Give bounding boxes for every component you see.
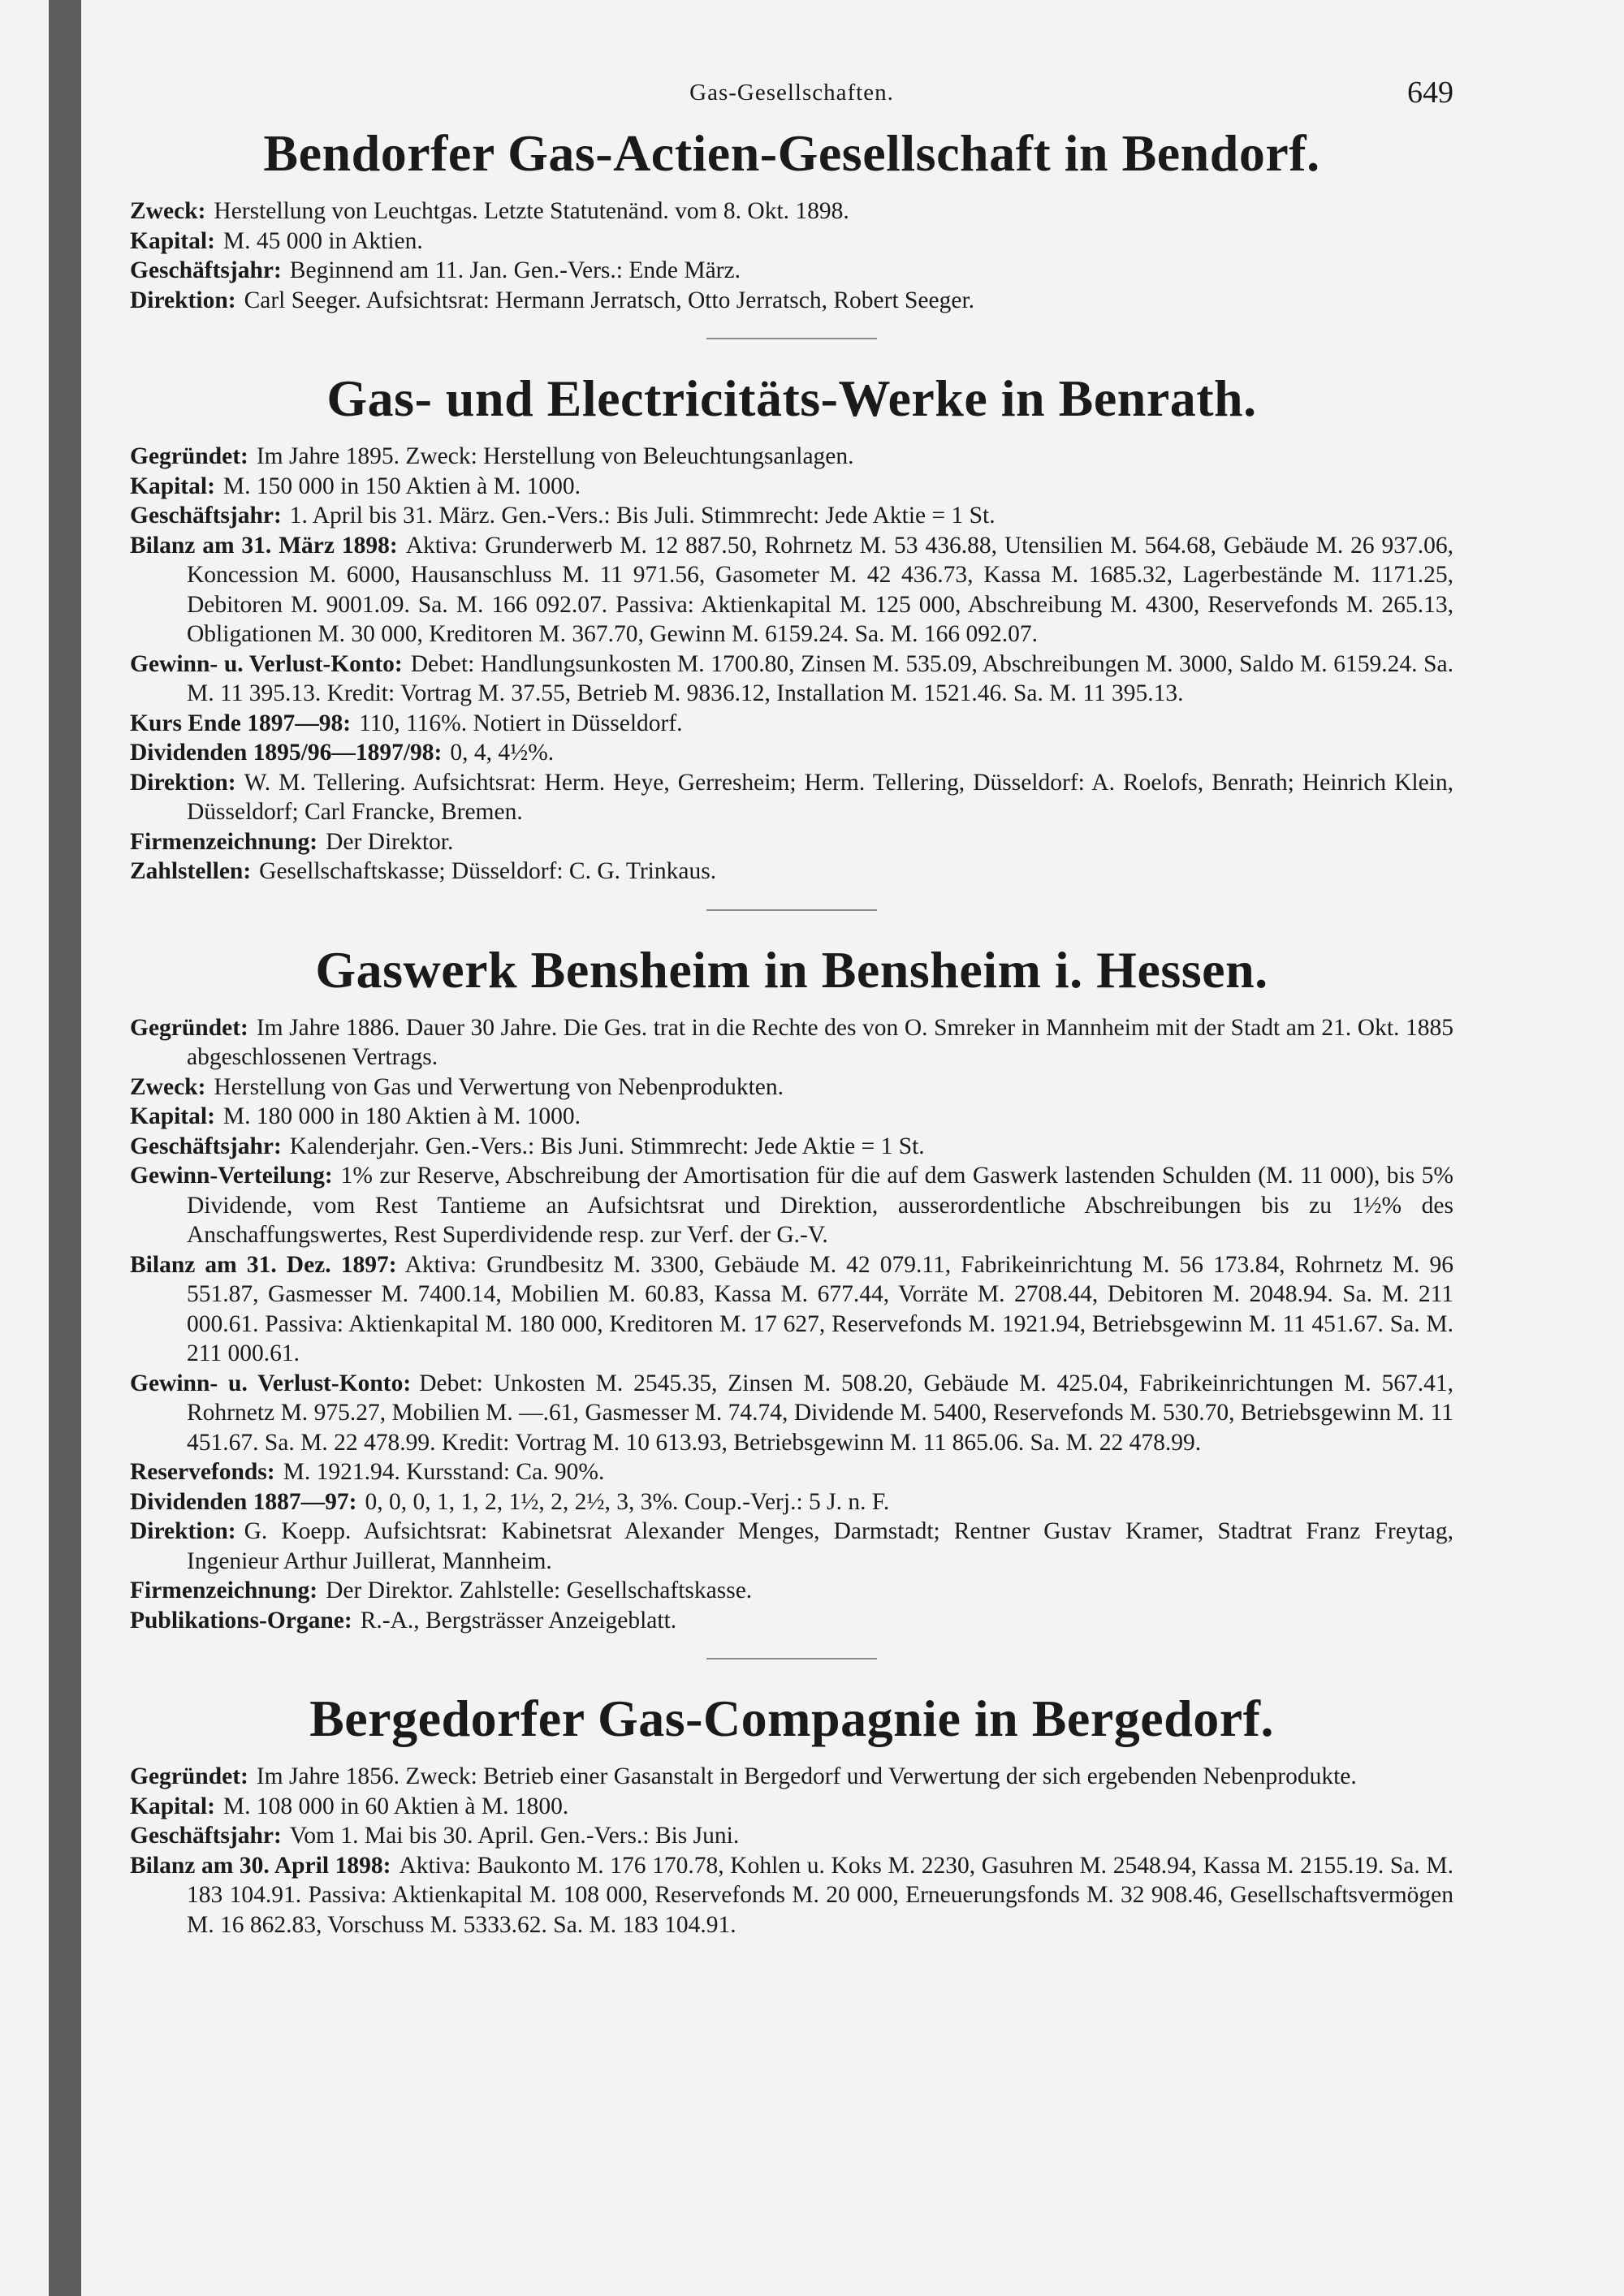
entry-text: Vom 1. Mai bis 30. April. Gen.-Vers.: Bis Juni. xyxy=(289,1823,740,1849)
entry-line xyxy=(130,1457,1453,1487)
entry-text: Der Direktor. xyxy=(326,828,454,855)
entry-label: Kapital: xyxy=(130,227,215,254)
entry-text: Kalenderjahr. Gen.-Vers.: Bis Juni. Stimmrecht: Jede Aktie = 1 St. xyxy=(289,1133,925,1159)
entry-line xyxy=(130,1821,1453,1851)
entry-label: Kapital: xyxy=(130,1103,215,1129)
entry-label: Kapital: xyxy=(130,473,215,499)
entry-label: Geschäftsjahr: xyxy=(130,503,282,529)
company-title: Gas- und Electricitäts-Werke in Benrath. xyxy=(326,369,1257,427)
entry-label: Geschäftsjahr: xyxy=(130,257,282,283)
entry-label: Bilanz am 31. Dez. 1897: xyxy=(130,1251,397,1278)
entry-text: Im Jahre 1895. Zweck: Herstellung von Beleuchtungsanlagen. xyxy=(256,443,854,469)
entry-label: Gegründet: xyxy=(130,1763,248,1789)
entry-label: Direktion: xyxy=(130,1518,236,1544)
entry-text: Herstellung von Leuchtgas. Letzte Statutenänd. vom 8. Okt. 1898. xyxy=(214,198,849,224)
entry-text: Herstellung von Gas und Verwertung von Nebenprodukten. xyxy=(214,1073,784,1100)
page-number: 649 xyxy=(1407,76,1453,110)
entry-text: R.-A., Bergsträsser Anzeigeblatt. xyxy=(360,1607,677,1634)
entry-text: Im Jahre 1856. Zweck: Betrieb einer Gasanstalt in Bergedorf und Verwertung der sich ergebenden Nebenprodukte. xyxy=(256,1763,1357,1789)
company-title: Bendorfer Gas-Actien-Gesellschaft in Bendorf. xyxy=(263,124,1320,182)
entry-label: Kapital: xyxy=(130,1793,215,1819)
entry-label: Publikations-Organe: xyxy=(130,1607,352,1634)
entry-text: 1% zur Reserve, Abschreibung der Amortisation für die auf dem Gaswerk lastenden Schulden (M. 11 000), bis 5% Dividende, vom Rest Tantieme an Aufsichtsrat und Direktion, ausserordentliche Abschreibungen bis zu 1½% des Anschaffungswertes, Rest Superdividende resp. zur Verf. der G.-V. xyxy=(187,1163,1453,1248)
entry-line xyxy=(130,196,1453,227)
entry-label: Zweck: xyxy=(130,1073,206,1100)
entry-line xyxy=(130,857,1453,887)
entry-line xyxy=(130,472,1453,502)
entry-text: M. 1921.94. Kursstand: Ca. 90%. xyxy=(283,1459,605,1485)
entry-label: Bilanz am 30. April 1898: xyxy=(130,1852,391,1879)
entry-label: Gewinn-Verteilung: xyxy=(130,1163,333,1189)
entry-text: 110, 116%. Notiert in Düsseldorf. xyxy=(359,710,683,736)
company-entry-benrath xyxy=(130,367,1453,887)
page-margin xyxy=(0,0,50,2296)
company-title: Bergedorfer Gas-Compagnie in Bergedorf. xyxy=(309,1690,1274,1747)
entry-text: Beginnend am 11. Jan. Gen.-Vers.: Ende März. xyxy=(289,257,741,283)
entry-text: Debet: Handlungsunkosten M. 1700.80, Zinsen M. 535.09, Abschreibungen M. 3000, Saldo M. 6159.24. Sa. M. 11 395.13. Kredit: Vortrag M. 37.55, Betrieb M. 9836.12, Installation M. 1521.46. Sa. M. 11 395.13. xyxy=(187,650,1453,706)
entry-line xyxy=(130,738,1453,768)
section-divider xyxy=(706,1658,877,1659)
entry-text: Aktiva: Grundbesitz M. 3300, Gebäude M. 42 079.11, Fabrikeinrichtung M. 56 173.84, Rohrnetz M. 96 551.87, Gasmesser M. 7400.14, Mobilien M. 60.83, Kassa M. 677.44, Vorräte M. 2708.44, Debitoren M. 2048.94. Sa. M. 211 000.61. Passiva: Aktienkapital M. 180 000, Kreditoren M. 17 627, Reservefonds M. 1921.94, Betriebsgewinn M. 11 451.67. Sa. M. 211 000.61. xyxy=(187,1251,1453,1366)
entry-line xyxy=(130,442,1453,472)
entry-text: Carl Seeger. Aufsichtsrat: Hermann Jerratsch, Otto Jerratsch, Robert Seeger. xyxy=(244,287,975,313)
entry-label: Gewinn- u. Verlust-Konto: xyxy=(130,650,403,677)
entry-line xyxy=(130,1576,1453,1606)
entry-line xyxy=(130,1487,1453,1517)
entry-text: Aktiva: Grunderwerb M. 12 887.50, Rohrnetz M. 53 436.88, Utensilien M. 564.68, Gebäude M. 26 937.06, Koncession M. 6000, Hausanschluss M. 11 971.56, Gasometer M. 42 436.73, Kassa M. 1685.32, Lagerbestände M. 1171.25, Debitoren M. 9001.09. Sa. M. 166 092.07. Passiva: Aktienkapital M. 125 000, Abschreibung M. 4300, Reservefonds M. 265.13, Obligationen M. 30 000, Kreditoren M. 367.70, Gewinn M. 6159.24. Sa. M. 166 092.07. xyxy=(187,532,1453,647)
entry-label: Bilanz am 31. März 1898: xyxy=(130,532,398,559)
entry-line xyxy=(130,286,1453,316)
company-title: Gaswerk Bensheim in Bensheim i. Hessen. xyxy=(315,940,1268,999)
entry-text: G. Koepp. Aufsichtsrat: Kabinetsrat Alexander Menges, Darmstadt; Rentner Gustav Kramer, Stadtrat Franz Freytag, Ingenieur Arthur Juillerat, Mannheim. xyxy=(187,1518,1453,1574)
entry-line xyxy=(130,531,1453,650)
entry-label: Firmenzeichnung: xyxy=(130,828,318,855)
entry-label: Zahlstellen: xyxy=(130,858,252,884)
entry-label: Geschäftsjahr: xyxy=(130,1823,282,1849)
entry-line xyxy=(130,768,1453,827)
entry-label: Reservefonds: xyxy=(130,1459,275,1485)
entry-text: M. 45 000 in Aktien. xyxy=(222,227,423,254)
entry-text: Debet: Unkosten M. 2545.35, Zinsen M. 508.20, Gebäude M. 425.04, Fabrikeinrichtungen M. 567.41, Rohrnetz M. 975.27, Mobilien M. —.61, Gasmesser M. 74.74, Dividende M. 5400, Reservefonds M. 530.70, Betriebsgewinn M. 11 451.67. Sa. M. 22 478.99. Kredit: Vortrag M. 10 613.93, Betriebsgewinn M. 11 865.06. Sa. M. 22 478.99. xyxy=(187,1370,1453,1456)
running-title: Gas-Gesellschaften. xyxy=(689,80,894,106)
entry-label: Zweck: xyxy=(130,198,206,224)
entry-text: W. M. Tellering. Aufsichtsrat: Herm. Heye, Gerresheim; Herm. Tellering, Düsseldorf: A. Roelofs, Benrath; Heinrich Klein, Düsseldorf; Carl Francke, Bremen. xyxy=(187,769,1453,825)
entry-line xyxy=(130,1132,1453,1162)
entry-label: Firmenzeichnung: xyxy=(130,1577,318,1603)
entry-line xyxy=(130,501,1453,531)
entry-line xyxy=(130,1161,1453,1250)
entry-label: Direktion: xyxy=(130,287,236,313)
entry-line xyxy=(130,256,1453,286)
entry-label: Gegründet: xyxy=(130,443,248,469)
entry-label: Direktion: xyxy=(130,769,236,796)
document-page xyxy=(130,73,1453,1954)
entry-label: Gewinn- u. Verlust-Konto: xyxy=(130,1370,412,1396)
entry-line xyxy=(130,1517,1453,1576)
entry-text: M. 108 000 in 60 Aktien à M. 1800. xyxy=(222,1793,569,1819)
running-head xyxy=(130,73,1453,122)
entry-label: Geschäftsjahr: xyxy=(130,1133,282,1159)
entry-text: 0, 4, 4½%. xyxy=(450,740,555,766)
entry-line xyxy=(130,1072,1453,1103)
entry-line xyxy=(130,650,1453,709)
entry-line xyxy=(130,827,1453,857)
entry-text: Im Jahre 1886. Dauer 30 Jahre. Die Ges. trat in die Rechte des von O. Smreker in Mannheim mit der Stadt am 21. Okt. 1885 abgeschlossenen Vertrags. xyxy=(187,1014,1453,1070)
entry-line xyxy=(130,1792,1453,1822)
section-divider xyxy=(706,338,877,339)
entry-line xyxy=(130,1762,1453,1792)
entry-label: Kurs Ende 1897—98: xyxy=(130,710,352,736)
entry-line xyxy=(130,1606,1453,1636)
entry-line xyxy=(130,1851,1453,1940)
entry-label: Dividenden 1895/96—1897/98: xyxy=(130,740,443,766)
entry-label: Dividenden 1887—97: xyxy=(130,1488,357,1515)
entry-text: 0, 0, 0, 1, 1, 2, 1½, 2, 2½, 3, 3%. Coup.-Verj.: 5 J. n. F. xyxy=(365,1488,890,1515)
entry-line xyxy=(130,227,1453,257)
entry-line xyxy=(130,709,1453,739)
company-entry-bergedorf xyxy=(130,1687,1453,1940)
company-entry-bensheim xyxy=(130,939,1453,1636)
section-divider xyxy=(706,909,877,911)
entry-label: Gegründet: xyxy=(130,1014,248,1041)
entry-text: 1. April bis 31. März. Gen.-Vers.: Bis Juli. Stimmrecht: Jede Aktie = 1 St. xyxy=(289,503,996,529)
entry-line xyxy=(130,1369,1453,1458)
entry-line xyxy=(130,1102,1453,1132)
entry-text: Gesellschaftskasse; Düsseldorf: C. G. Trinkaus. xyxy=(259,858,717,884)
entry-text: M. 180 000 in 180 Aktien à M. 1000. xyxy=(222,1103,581,1129)
company-entry-bendorf xyxy=(130,122,1453,315)
scan-binding-edge xyxy=(49,0,81,2296)
entry-text: Der Direktor. Zahlstelle: Gesellschaftskasse. xyxy=(326,1577,753,1603)
entry-line xyxy=(130,1013,1453,1072)
entry-line xyxy=(130,1250,1453,1369)
entry-text: Aktiva: Baukonto M. 176 170.78, Kohlen u. Koks M. 2230, Gasuhren M. 2548.94, Kassa M. 2155.19. Sa. M. 183 104.91. Passiva: Aktienkapital M. 108 000, Reservefonds M. 20 000, Erneuerungsfonds M. 32 908.46, Gesellschaftsvermögen M. 16 862.83, Vorschuss M. 5333.62. Sa. M. 183 104.91. xyxy=(187,1852,1453,1938)
entry-text: M. 150 000 in 150 Aktien à M. 1000. xyxy=(222,473,581,499)
